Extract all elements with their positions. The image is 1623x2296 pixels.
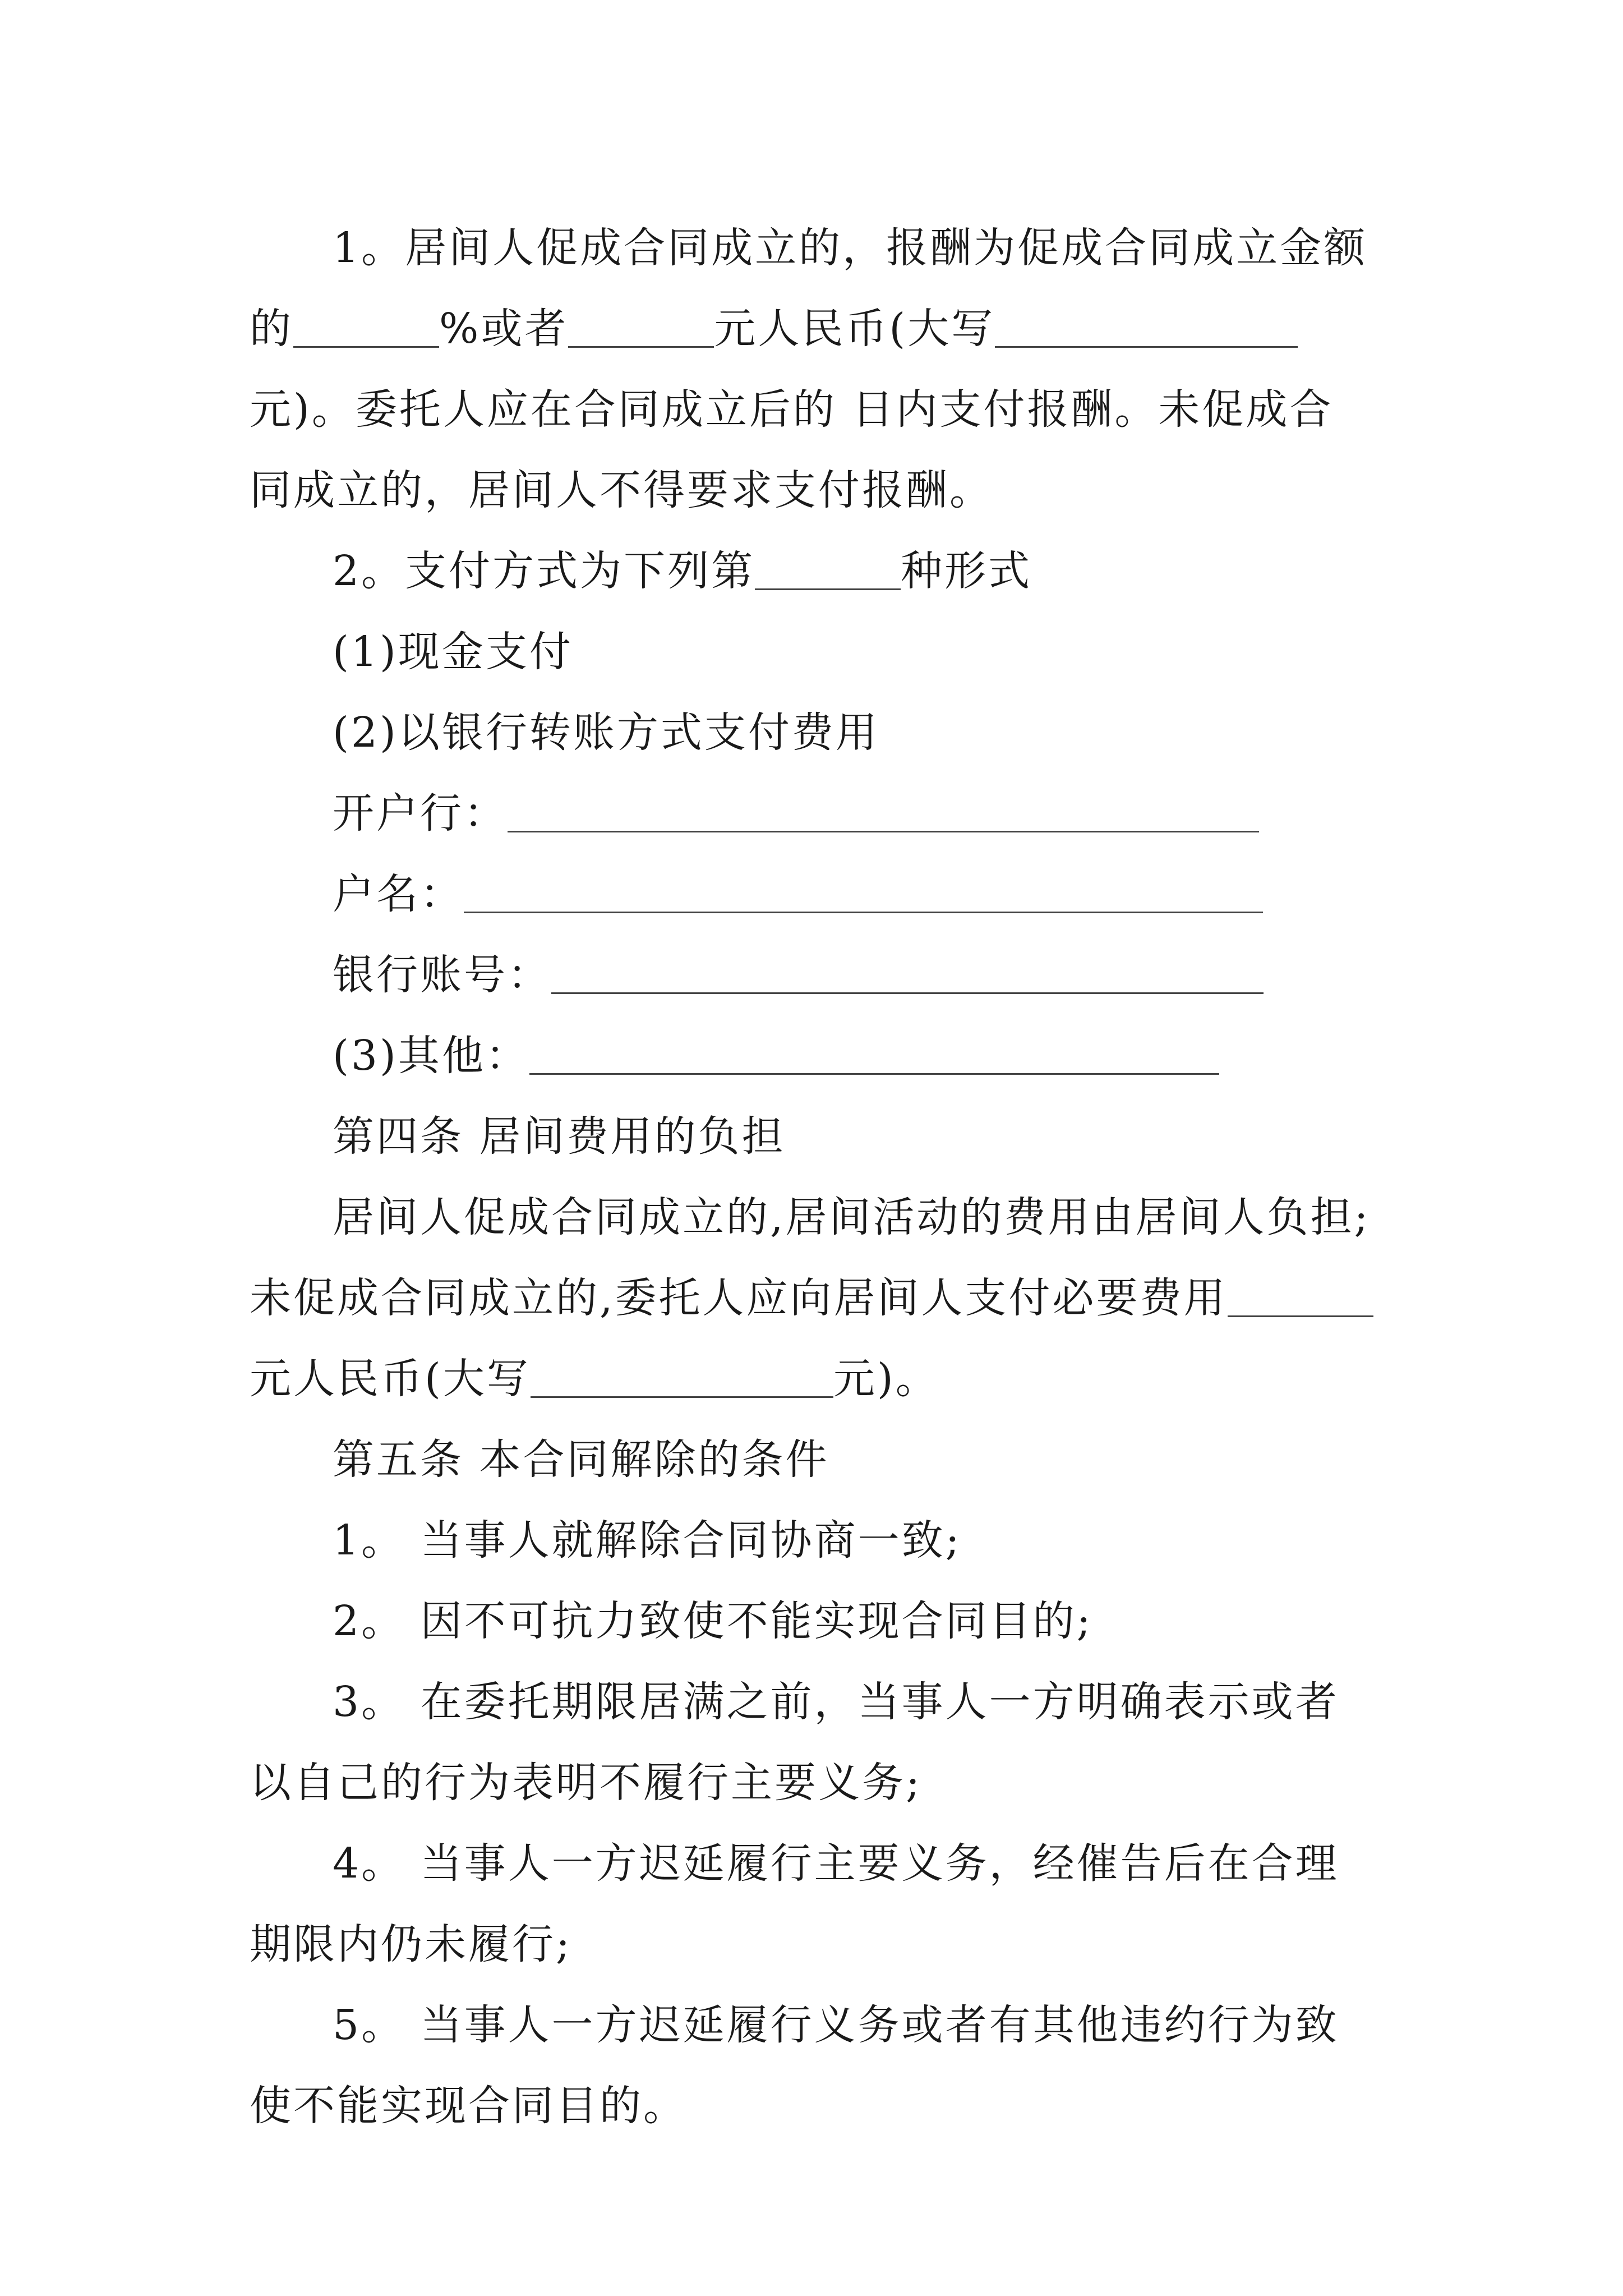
account-name-blank[interactable] — [464, 870, 1263, 913]
payment-option-other — [250, 1015, 1377, 1096]
clause-commission-text-c: 元人民币(大写 — [714, 305, 995, 353]
clause-commission-text-d: 元)。委托人应在合同成立后的 日内支付报酬。未促成合同成立的，居间人不得要求支付报酬。 — [250, 385, 1334, 514]
payment-method-blank[interactable] — [755, 547, 901, 590]
article-5-item-3: 3。 在委托期限居满之前，当事人一方明确表示或者以自己的行为表明不履行主要义务; — [250, 1678, 1339, 1807]
amount-blank[interactable] — [568, 305, 714, 348]
article-4-text-c: 元)。 — [833, 1355, 939, 1403]
document-body — [250, 208, 1377, 2146]
account-number-label: 银行账号： — [333, 951, 551, 999]
bank-label: 开户行： — [333, 789, 508, 838]
bank-field — [250, 773, 1377, 854]
article-5-item-1: 1。 当事人就解除合同协商一致; — [333, 1516, 962, 1565]
article-5-item-4: 4。 当事人一方迟延履行主要义务，经催告后在合理期限内仍未履行; — [250, 1839, 1339, 1968]
article-4-body — [250, 1177, 1377, 1419]
article-5-title: 第五条 本合同解除的条件 — [333, 1435, 829, 1484]
expense-amount-blank[interactable] — [1228, 1274, 1373, 1317]
clause-commission — [250, 208, 1377, 531]
clause-commission-text-a: 1。居间人促成合同成立的，报酬为促成合同成立金额的 — [250, 224, 1368, 353]
article-4-text-a: 居间人促成合同成立的,居间活动的费用由居间人负担;未促成合同成立的,委托人应向居间人支付必要费用 — [250, 1193, 1371, 1322]
clause-commission-text-b: %或者 — [439, 305, 569, 353]
percentage-blank[interactable] — [293, 305, 439, 348]
article-4-title: 第四条 居间费用的负担 — [333, 1112, 786, 1161]
clause-payment-method — [250, 531, 1377, 611]
article-5-item-5: 5。 当事人一方迟延履行义务或者有其他违约行为致使不能实现合同目的。 — [250, 2001, 1339, 2130]
article-4-text-b: 元人民币(大写 — [250, 1355, 531, 1403]
bank-blank[interactable] — [508, 789, 1259, 832]
account-number-field — [250, 935, 1377, 1015]
other-label: (3)其他： — [333, 1032, 529, 1080]
clause-payment-method-text-b: 种形式 — [901, 547, 1032, 595]
clause-payment-method-text-a: 2。支付方式为下列第 — [333, 547, 755, 595]
account-name-label: 户名： — [333, 870, 464, 918]
payment-option-cash: (1)现金支付 — [333, 628, 573, 676]
other-blank[interactable] — [529, 1032, 1219, 1075]
amount-in-words-blank[interactable] — [995, 305, 1298, 348]
payment-option-bank-transfer: (2)以银行转账方式支付费用 — [333, 708, 879, 757]
expense-in-words-blank[interactable] — [531, 1355, 833, 1398]
account-name-field — [250, 854, 1377, 935]
account-number-blank[interactable] — [551, 951, 1264, 994]
article-5-item-2: 2。 因不可抗力致使不能实现合同目的; — [333, 1597, 1093, 1645]
